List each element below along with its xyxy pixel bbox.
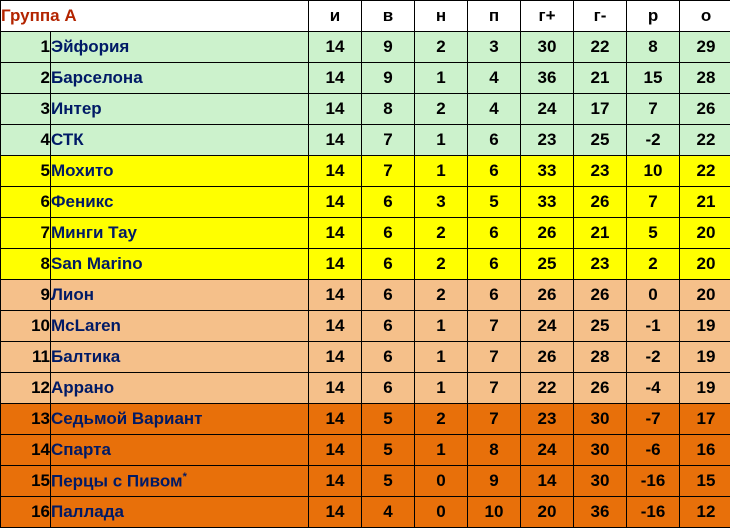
row-goals-for: 33 (521, 156, 574, 187)
row-points: 22 (680, 156, 730, 187)
row-games: 14 (309, 125, 362, 156)
row-goals-against: 21 (574, 218, 627, 249)
row-losses: 6 (468, 218, 521, 249)
group-title: Группа А (1, 1, 309, 32)
row-team-name: Спарта (51, 435, 309, 466)
row-wins: 9 (362, 63, 415, 94)
row-games: 14 (309, 342, 362, 373)
column-header-losses: п (468, 1, 521, 32)
row-goal-diff: 7 (627, 94, 680, 125)
row-goals-against: 36 (574, 497, 627, 528)
table-row (1, 156, 730, 187)
row-losses: 4 (468, 94, 521, 125)
row-losses: 7 (468, 342, 521, 373)
row-points: 20 (680, 218, 730, 249)
row-losses: 10 (468, 497, 521, 528)
row-draws: 2 (415, 404, 468, 435)
row-losses: 5 (468, 187, 521, 218)
row-wins: 5 (362, 435, 415, 466)
row-points: 12 (680, 497, 730, 528)
row-draws: 2 (415, 94, 468, 125)
row-rank: 6 (1, 187, 51, 218)
row-wins: 6 (362, 342, 415, 373)
row-rank: 2 (1, 63, 51, 94)
row-games: 14 (309, 156, 362, 187)
row-games: 14 (309, 32, 362, 63)
row-draws: 1 (415, 342, 468, 373)
row-goal-diff: -1 (627, 311, 680, 342)
row-games: 14 (309, 373, 362, 404)
row-team-name: Феникс (51, 187, 309, 218)
row-losses: 6 (468, 249, 521, 280)
row-wins: 9 (362, 32, 415, 63)
row-rank: 13 (1, 404, 51, 435)
row-goal-diff: -7 (627, 404, 680, 435)
row-losses: 7 (468, 373, 521, 404)
row-draws: 0 (415, 497, 468, 528)
row-wins: 6 (362, 280, 415, 311)
row-goal-diff: -16 (627, 466, 680, 497)
row-goal-diff: 2 (627, 249, 680, 280)
row-rank: 14 (1, 435, 51, 466)
asterisk-marker: * (183, 471, 187, 483)
row-team-name: Аррано (51, 373, 309, 404)
row-goals-against: 22 (574, 32, 627, 63)
row-team-name: Паллада (51, 497, 309, 528)
row-wins: 5 (362, 404, 415, 435)
table-row (1, 497, 730, 528)
row-losses: 3 (468, 32, 521, 63)
row-goals-for: 36 (521, 63, 574, 94)
column-header-games: и (309, 1, 362, 32)
row-games: 14 (309, 311, 362, 342)
row-team-name: Мохито (51, 156, 309, 187)
row-goals-for: 23 (521, 125, 574, 156)
row-goals-against: 30 (574, 466, 627, 497)
column-header-draws: н (415, 1, 468, 32)
row-games: 14 (309, 218, 362, 249)
row-games: 14 (309, 280, 362, 311)
row-rank: 12 (1, 373, 51, 404)
row-points: 21 (680, 187, 730, 218)
row-points: 17 (680, 404, 730, 435)
row-losses: 7 (468, 311, 521, 342)
row-draws: 1 (415, 311, 468, 342)
row-rank: 15 (1, 466, 51, 497)
table-row (1, 63, 730, 94)
table-row (1, 187, 730, 218)
row-draws: 0 (415, 466, 468, 497)
row-goals-for: 24 (521, 94, 574, 125)
row-wins: 6 (362, 249, 415, 280)
row-games: 14 (309, 63, 362, 94)
row-rank: 7 (1, 218, 51, 249)
row-goal-diff: 7 (627, 187, 680, 218)
row-rank: 3 (1, 94, 51, 125)
column-header-goal-diff: р (627, 1, 680, 32)
row-goals-for: 20 (521, 497, 574, 528)
table-row (1, 94, 730, 125)
row-goals-for: 24 (521, 435, 574, 466)
row-team-name: Барселона (51, 63, 309, 94)
row-losses: 6 (468, 125, 521, 156)
row-goals-against: 23 (574, 249, 627, 280)
row-goals-against: 25 (574, 125, 627, 156)
row-wins: 6 (362, 311, 415, 342)
row-points: 26 (680, 94, 730, 125)
row-goal-diff: -4 (627, 373, 680, 404)
row-losses: 9 (468, 466, 521, 497)
table-row (1, 218, 730, 249)
row-losses: 6 (468, 156, 521, 187)
column-header-goals-for: г+ (521, 1, 574, 32)
row-losses: 7 (468, 404, 521, 435)
row-draws: 3 (415, 187, 468, 218)
row-points: 19 (680, 311, 730, 342)
table-row (1, 32, 730, 63)
row-draws: 1 (415, 435, 468, 466)
row-wins: 7 (362, 156, 415, 187)
row-team-name: McLaren (51, 311, 309, 342)
row-team-name: Интер (51, 94, 309, 125)
row-team-name: Перцы с Пивом* (51, 466, 309, 497)
row-wins: 5 (362, 466, 415, 497)
table-row (1, 311, 730, 342)
row-draws: 2 (415, 218, 468, 249)
row-goals-for: 26 (521, 342, 574, 373)
row-goal-diff: 0 (627, 280, 680, 311)
row-goal-diff: 15 (627, 63, 680, 94)
row-goals-against: 26 (574, 373, 627, 404)
row-wins: 6 (362, 373, 415, 404)
row-team-name: Минги Тау (51, 218, 309, 249)
row-goal-diff: 10 (627, 156, 680, 187)
row-goals-against: 30 (574, 404, 627, 435)
row-rank: 10 (1, 311, 51, 342)
table-row (1, 435, 730, 466)
row-goal-diff: 5 (627, 218, 680, 249)
row-rank: 4 (1, 125, 51, 156)
row-rank: 11 (1, 342, 51, 373)
row-goals-against: 30 (574, 435, 627, 466)
row-goals-for: 26 (521, 280, 574, 311)
row-team-name: Эйфория (51, 32, 309, 63)
row-points: 16 (680, 435, 730, 466)
row-goal-diff: 8 (627, 32, 680, 63)
table-row (1, 404, 730, 435)
row-goals-against: 21 (574, 63, 627, 94)
row-goals-for: 22 (521, 373, 574, 404)
row-draws: 2 (415, 249, 468, 280)
row-points: 19 (680, 373, 730, 404)
table-header (1, 1, 730, 32)
row-draws: 1 (415, 63, 468, 94)
row-goals-against: 25 (574, 311, 627, 342)
row-games: 14 (309, 187, 362, 218)
table-row (1, 280, 730, 311)
table-row (1, 466, 730, 497)
row-rank: 1 (1, 32, 51, 63)
row-goals-for: 25 (521, 249, 574, 280)
row-points: 15 (680, 466, 730, 497)
row-team-name: Балтика (51, 342, 309, 373)
row-goal-diff: -16 (627, 497, 680, 528)
row-draws: 2 (415, 280, 468, 311)
row-rank: 5 (1, 156, 51, 187)
row-goals-for: 24 (521, 311, 574, 342)
row-games: 14 (309, 497, 362, 528)
table-row (1, 342, 730, 373)
row-losses: 4 (468, 63, 521, 94)
row-wins: 4 (362, 497, 415, 528)
row-goals-for: 26 (521, 218, 574, 249)
row-points: 28 (680, 63, 730, 94)
row-goals-for: 33 (521, 187, 574, 218)
row-wins: 8 (362, 94, 415, 125)
table-row (1, 125, 730, 156)
row-games: 14 (309, 404, 362, 435)
row-points: 29 (680, 32, 730, 63)
row-draws: 2 (415, 32, 468, 63)
row-points: 20 (680, 249, 730, 280)
row-wins: 7 (362, 125, 415, 156)
row-goals-for: 23 (521, 404, 574, 435)
row-points: 19 (680, 342, 730, 373)
row-goal-diff: -6 (627, 435, 680, 466)
table-row (1, 373, 730, 404)
row-wins: 6 (362, 187, 415, 218)
row-team-name: Лион (51, 280, 309, 311)
row-rank: 8 (1, 249, 51, 280)
table-row (1, 249, 730, 280)
table-body (1, 32, 730, 528)
row-games: 14 (309, 435, 362, 466)
row-rank: 16 (1, 497, 51, 528)
row-team-name: Седьмой Вариант (51, 404, 309, 435)
row-games: 14 (309, 249, 362, 280)
row-draws: 1 (415, 125, 468, 156)
row-games: 14 (309, 94, 362, 125)
row-goals-against: 17 (574, 94, 627, 125)
row-losses: 8 (468, 435, 521, 466)
row-draws: 1 (415, 373, 468, 404)
column-header-wins: в (362, 1, 415, 32)
row-games: 14 (309, 466, 362, 497)
row-goals-against: 26 (574, 280, 627, 311)
row-team-name: San Marino (51, 249, 309, 280)
column-header-points: о (680, 1, 730, 32)
row-goals-against: 26 (574, 187, 627, 218)
row-wins: 6 (362, 218, 415, 249)
row-goals-for: 14 (521, 466, 574, 497)
row-draws: 1 (415, 156, 468, 187)
row-rank: 9 (1, 280, 51, 311)
column-header-goals-against: г- (574, 1, 627, 32)
row-goals-for: 30 (521, 32, 574, 63)
row-points: 22 (680, 125, 730, 156)
row-goals-against: 28 (574, 342, 627, 373)
row-goals-against: 23 (574, 156, 627, 187)
row-points: 20 (680, 280, 730, 311)
row-goal-diff: -2 (627, 342, 680, 373)
row-losses: 6 (468, 280, 521, 311)
row-team-name: СТК (51, 125, 309, 156)
row-goal-diff: -2 (627, 125, 680, 156)
